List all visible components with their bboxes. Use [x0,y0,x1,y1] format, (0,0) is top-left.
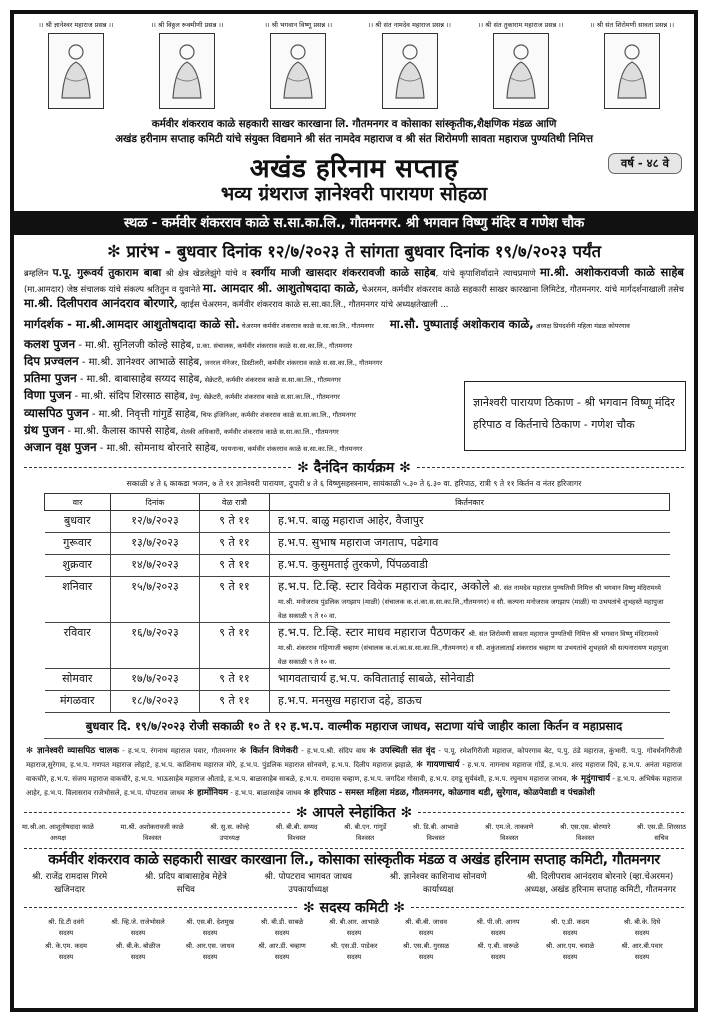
officer-name: श्री. ज्ञानेश्वर काशिनाथ सोनवणे [389,872,487,883]
blessing-text: , यांचे कृपाशिर्वादाने त्याचप्रमाणे [435,268,541,278]
blessing-name: मा. आमदार श्री. आशुतोषदादा काळे, [202,280,359,295]
officer-name: श्री. पोपटराव भागवत जाधव [264,872,353,883]
daily-program-heading [14,457,694,477]
deity-caption: ।। श्री संत नामदेव महाराज प्रसन्न ।। [368,21,451,29]
officer-role: अध्यक्ष, अखंड हरिनाम सप्ताह कमिटी, गौतमनगर [524,885,676,896]
member [30,941,102,963]
schedule-row [45,691,670,713]
member-role: सदस्य [418,929,434,938]
credit-label: ✻ मृदुंगाचार्य [570,774,611,785]
invitee [276,822,318,844]
pujan-name: - मा.श्री. कैलास कापसे साहेब, [64,425,179,437]
guide-role-2: अध्यक्ष प्रियदर्शनी महिला मंडळ कोपरगाव [533,321,630,330]
schedule-day: सोमवार [45,669,111,691]
namdev-portrait-icon [382,33,438,109]
member [102,941,174,963]
guide-role: चेअरमन कर्मवीर शंकरराव काळे स.सा.का.लि., गौतमनगर [239,321,374,330]
member-name: श्री. एस.बी. गुरसळ [402,942,450,951]
pujan-name: - मा.श्री. सुनिलजी कोल्हे साहेब, [75,339,195,351]
schedule-row [45,669,670,691]
deity-item [244,20,352,109]
tukaram-portrait-icon [493,33,549,109]
pujan-name: - मा.श्री. निवृत्ती गांगुर्डे साहेब, [88,408,199,420]
schedule-row [45,623,670,669]
deity-item [578,20,686,109]
blessing-name: प.पू. गुरूवर्य तुकाराम बाबा [52,267,162,279]
invitee-role: विश्वस्त [426,834,445,843]
member [174,917,246,939]
member-name: श्री. एस.बी. देशमुख [186,918,234,927]
schedule-row [45,555,670,577]
schedule-date: १८/७/२०२३ [111,691,200,713]
savata-portrait-icon [604,33,660,109]
deity-caption: ।। श्री भगवान विष्णू प्रसन्न ।। [264,21,333,29]
invitee-name: श्री. एस.एस. बोरणारे [559,823,611,832]
invitee-role: उपाध्यक्ष [219,834,240,843]
member-name: श्री. एस.डी. पाडेकर [330,942,378,951]
pujan-role: डेप्यु. सेक्रेटरी, कर्मवीर शंकरराव काळे स.सा.का.लि., गौतमनगर [187,393,340,402]
member-name: श्री. आर.डी. चव्हाण [258,942,306,951]
member [606,917,678,939]
invitee [210,822,249,844]
closing-kirtan-line: बुधवार दि. १९/७/२०२३ रोजी सकाळी १० ते १२ ह.भ.प. वाल्मीक महाराज जाधव, सटाणा यांचे जाहीर काला किर्तन व महाप्रसाद [44,713,664,739]
member [318,917,390,939]
start-end-dates: ✻ प्रारंभ - बुधवार दिनांक १२/७/२०२३ ते सांगता बुधवार दिनांक १९/७/२०२३ पर्यंत [106,242,602,261]
member [30,917,102,939]
schedule-table [44,493,670,713]
poster [10,10,698,1012]
officer [524,871,676,897]
header-date: दिनांक [111,494,200,511]
mahapuja-note: श्री. संत शिरोमणी सावता महाराज पुण्यतिथी निमित्त श्री भगवान विष्णु मंदिरामध्ये मा.श्री. शंकरराव गहिणाजी चव्हाण (संचालक क.शं.का.स.सा.का.लि.,गौतमनगर) व सौ. शकुंतलाताई शंकरराव चव्हाण या उभयतांचे शुभहस्ते श्री सत्यनारायण महापुजा वेळ सकाळी ९ ते १० वा. [278,630,669,667]
members-list [14,917,694,963]
invitee-name: श्री. बी.बी. सय्यद [275,823,318,832]
invitee-role: अध्यक्ष [49,834,67,843]
member-role: सदस्य [202,953,218,962]
member [534,941,606,963]
member [174,941,246,963]
guide-line [14,314,694,337]
member-name: श्री. डि.टी दवंगे [48,918,84,927]
pujan-role: चिफ इंजिनिअर, कर्मवीर शंकरराव काळे स.सा.का.लि., गौतमनगर [198,410,356,419]
invitee [637,822,686,844]
kirtankar-name: भागवताचार्य ह.भ.प. कविताताई साबळे, सोनेवाडी [278,672,475,686]
officer [390,871,487,897]
pujan-role: प्र.का. संचालक, कर्मवीर शंकरराव काळे स.सा.का.लि., गौतमनगर [194,341,353,350]
schedule-day: गुरूवार [45,533,111,555]
title-row [14,149,694,184]
blessing-paragraph [14,263,694,314]
mahapuja-note: श्री. संत नामदेव महाराज पुण्यतिथी निमित्त श्री भगवान विष्णु मंदिरामध्ये मा.श्री. मनोजराव पुंडलिक जगझाप (माळी) (संचालक क.शं.का.स.सा.का.लि.,गौतमनगर) व सौ. कल्पना मनोजराव जगझाप (माळी) या उभयतांचे शुभहस्ते महापुजा वेळ सकाळी ९ ते १० वा. [278,584,664,621]
officer-name: श्री. दिलीपराव आनंदराव बोरनारे (व्हा.चेअरमन) [527,872,674,883]
officer [145,871,227,897]
vitthal-rukmini-portrait-icon [159,33,215,109]
invitee-role: विश्वस्त [356,834,375,843]
pujan-label: दिप प्रज्वलन [24,353,79,368]
pujan-name: - मा.श्री. बाबासाहेब सय्यद साहेब, [76,374,203,386]
deity-item [22,20,130,109]
officer-role: खजिनदार [54,885,85,896]
schedule-header-row [45,494,670,511]
place-box [464,381,686,451]
member [462,941,534,963]
invitee [344,822,386,844]
member-name: श्री. आर.एस. जाधव [185,942,235,951]
member-role: सदस्य [562,953,578,962]
member [246,917,318,939]
schedule-date: १७/७/२०२३ [111,669,200,691]
member-name: श्री. ए.डी. कदम [550,918,590,927]
member [606,941,678,963]
member-name: श्री. व्हि.जे. राजेभोसले [111,918,165,927]
schedule-date: १२/७/२०२३ [111,511,200,533]
schedule-kirtankar-cell [270,511,670,533]
schedule-day: शनिवार [45,577,111,623]
credit-text: - ह.भ.प. बाळासाहेब जाधव [228,789,304,798]
member [390,917,462,939]
blessing-text: ब्रम्हलिन [24,268,53,278]
credit-text: - ह.भ.प. अभिषेक महाराज आहेर, ह.भ.प. विलासराव राजेभोसले, ह.भ.प. पोपटराव जाधव [26,775,682,798]
schedule-time: ९ ते ११ [200,669,270,691]
vishnu-portrait-icon [270,33,326,109]
credit-text: - प.पू. रमेशगिरीजी महाराज, कोपरगाव बेट, प.पु. ठंडे महाराज, कुंभारी. प.पु. गोवर्धनगिरीजी महाराज,सुरेगाव, ह.भ.प. गणपत महाराज लोहाटे, ह.भ.प. काशिनाथ महाराज मोरे, ह.भ.प. पुंडलिक महाराज सोनवणे, ह.भ.प. दिलीप महाराज झहाळे, [26,747,682,770]
schedule-date: १३/७/२०२३ [111,533,200,555]
pujan-row [24,354,684,371]
invitee-role: सचिव [654,834,669,843]
invitee-role: विश्वस्त [143,834,162,843]
schedule-day: मंगळवार [45,691,111,713]
dashed-divider [24,812,290,813]
schedule-date: १५/७/२०२३ [111,577,200,623]
member-name: श्री. ए.बी. वारूळे [477,942,519,951]
schedule-kirtankar-cell [270,533,670,555]
schedule-time: ९ ते ११ [200,577,270,623]
schedule-row [45,511,670,533]
schedule-kirtankar-cell [270,669,670,691]
schedule-time: ९ ते ११ [200,555,270,577]
pujan-name: - मा.श्री. सोमनाथ बोरनारे साहेब, [96,443,219,454]
invitee-role: विश्वस्त [287,834,306,843]
pujan-label: अजान वृक्ष पुजन [24,440,97,454]
kirtankar-name: ह.भ.प. कुसुमताई तुरकणे, पिंपळवाडी [278,558,428,572]
invitee [22,822,94,844]
schedule-kirtankar-cell [270,555,670,577]
officer [32,871,107,897]
schedule-kirtankar-cell [270,577,670,623]
invitee-name: मा.श्री.आ. आशुतोषदादा काळे [22,823,94,832]
member-name: श्री. बी.बी. जाधव [404,918,448,927]
member-role: सदस्य [490,953,506,962]
blessing-text: श्री क्षेत्र खेडलेझुंगे यांचे व [161,268,251,278]
pujan-role: सेक्रेटरी, कर्मवीर शंकरराव काळे स.सा.का.लि., गौतमनगर [202,376,341,385]
member-role: सदस्य [346,953,362,962]
member-role: सदस्य [562,929,578,938]
pujan-name: - मा.श्री. संदिप शिरसाठ साहेब, [71,391,188,403]
credit-label: ✻ उपस्थिती संत वृंद [369,746,436,757]
schedule-date: १६/७/२०२३ [111,623,200,669]
kirtan-place: हरिपाठ व किर्तनाचे ठिकाण - गणेश चौक [473,417,635,431]
invitees-heading [14,802,694,822]
pujan-role: जनरल मॅनेजर, डिस्टीलरी, कर्मवीर शंकरराव काळे स.सा.का.लि., गौतमनगर [202,358,383,367]
officer-role: कार्याध्यक्ष [423,885,454,896]
invitees-title: ✻ आपले स्नेहांकित ✻ [295,804,413,821]
schedule-day: शुक्रवार [45,555,111,577]
officer-name: श्री. प्रदिप बाबासाहेब मेहेत्रे [144,872,227,883]
deity-caption: ।। श्री संत शिरोमणी सावता प्रसन्न ।। [589,21,675,29]
schedule-kirtankar-cell [270,623,670,669]
header-kirtankar: किर्तनकार [270,494,670,511]
deity-item [467,20,575,109]
pujan-role: शेतकी अधिकारी, कर्मवीर शंकरराव काळे स.सा.का.लि., गौतमनगर [178,427,339,436]
member-role: सदस्य [58,929,74,938]
member-role: सदस्य [490,929,506,938]
member [102,917,174,939]
dashed-divider [24,467,291,468]
schedule-time: ९ ते ११ [200,623,270,669]
member-role: सदस्य [130,953,146,962]
member-role: सदस्य [634,953,650,962]
credit-text: - ह.भ.प.श्री. संदिप वाघ [298,747,370,756]
schedule-day: रविवार [45,623,111,669]
member-role: सदस्य [58,953,74,962]
poster-subtitle: भव्य ग्रंथराज ज्ञानेश्वरी पारायण सोहळा [220,183,488,205]
invitee [485,822,533,844]
schedule-time: ९ ते ११ [200,533,270,555]
schedule-time: ९ ते ११ [200,511,270,533]
invitee [413,822,459,844]
officer-role: सचिव [176,885,195,896]
credits-paragraph [14,739,694,802]
member-role: सदस्य [346,929,362,938]
member-name: श्री. आर.बी.पवार [621,942,663,951]
member-name: श्री. बी.के. दिघे [623,918,661,927]
pujan-row [24,337,684,354]
dashed-divider [411,907,684,908]
schedule-day: बुधवार [45,511,111,533]
blessing-text: व्हाईस चेअरमन, कर्मवीर शंकरराव काळे स.सा.का.लि., गौतमनगर यांचे अध्यक्षतेखाली ... [178,299,449,310]
invitee-name: श्री. बी.एन. गांगुर्डे [343,823,387,832]
pujan-role: फायनान्स, कर्मवीर शंकरराव काळे स.सा.का.लि., गौतमनगर [218,445,363,453]
member-name: श्री. पी.जी. आनप [476,918,520,927]
credit-label: ✻ गायणाचार्य [415,760,460,771]
schedule-row [45,533,670,555]
daily-timings: सकाळी ४ ते ६ काकडा भजन, ७ ते ११ ज्ञानेश्वरी पारायण, दुपारी ४ ते ६ विष्णुसहस्त्रनाम, सायंकाळी ५.३० ते ६.३० वा. हरिपाठ, रात्री ९ ते ११ किर्तन व नंतर हरिजागर [126,479,582,489]
pujan-label: प्रतिमा पुजन [24,371,77,386]
dnyaneshwar-portrait-icon [48,33,104,109]
invitee-name: श्री. डि.बी. आभाळे [412,823,459,832]
venue-bar: स्थळ - कर्मवीर शंकरराव काळे स.सा.का.लि., गौतमनगर. श्री भगवान विष्णु मंदिर व गणेश चौक [10,211,698,235]
members-heading [14,897,694,917]
invitee-role: विश्वस्त [500,834,519,843]
year-badge: वर्ष - ४८ वे [608,153,682,174]
schedule-kirtankar-cell [270,691,670,713]
parayan-place: ज्ञानेश्वरी पारायण ठिकाण - श्री भगवान विष्णू मंदिर [473,395,675,409]
deity-item [356,20,464,109]
credit-label: ✻ हरिपाठ - समस्त महिला मंडळ, गौतमनगर, कोळगाव थडी, सुरेगाव, कोळपेवाडी व पंचक्रोशी [303,788,595,799]
officer-role: उपकार्याध्यक्ष [288,885,329,896]
kirtankar-name: ह.भ.प. टि.व्हि. स्टार माधव महाराज पैठणकर [278,625,465,640]
poster-title: अखंड हरिनाम सप्ताह [249,154,459,184]
pujan-list [14,337,694,457]
pujan-label: व्यासपिठ पुजन [24,405,89,420]
guide-name: मार्गदर्शक - मा.श्री.आमदार आशुतोषदादा काळे सो. [24,316,240,331]
dashed-divider [418,812,684,813]
blessing-name: स्वर्गीय माजी खासदार शंकररावजी काळे साहेब [250,267,436,279]
pujan-label: ग्रंथ पुजन [24,422,65,437]
officers-list [14,871,694,897]
deity-caption: ।। श्री विठ्ठल रूक्मीणी प्रसन्न ।। [150,21,224,29]
deity-caption: ।। श्री संत तुकाराम महाराज प्रसन्न ।। [478,21,564,29]
blessing-text: चेअरमन, कर्मवीर शंकरराव काळे सहकारी साखर कारखाना लिमिटेड, गौतमनगर. यांचे मार्गदर्शनाखाली तसेच [358,283,684,294]
officer-name: श्री. राजेंद्र रामदास गिरमे [32,872,108,883]
member-name: श्री. बी.डी. साबळे [260,918,304,927]
invitee-name: मा.श्री. अशोकरावजी काळे [120,823,184,832]
invitee-name: श्री. एम.जे. ताकवणे [485,823,534,832]
member [318,941,390,963]
deity-caption: ।। श्री ज्ञानेश्वर महाराज प्रसन्न ।। [38,21,114,29]
pujan-name: - मा.श्री. ज्ञानेश्वर आभाळे साहेब, [78,356,203,368]
member-name: श्री. बी.आर. आभाळे [329,918,379,927]
credit-label: ✻ किर्तन विणेकरी [239,746,298,757]
member-role: सदस्य [418,953,434,962]
member-role: सदस्य [274,953,290,962]
blessing-text: (मा.आमदार) जेष्ठ संचालक यांचे संकल्प श्रतितुन व युवानेते [24,283,203,294]
pujan-label: विणा पुजन [24,388,72,403]
invitee-role: विश्वस्त [575,834,595,843]
credit-label: ✻ हार्मोनियम [187,788,229,799]
schedule-time: ९ ते ११ [200,691,270,713]
member-name: श्री. बी.के. बोळीज [115,942,161,951]
invitee [121,822,184,844]
member-role: सदस्य [634,929,650,938]
credit-label: ✻ ज्ञानेश्वरी व्यासपिठ चालक [26,746,120,757]
header-time: वेळ रात्रौ [200,494,270,511]
credit-text: - ह.भ.प. रंगनाथ महाराज पवार, गौतमनगर [119,747,240,756]
officer [265,871,353,897]
invitee-name: श्री. एस.डी. शिरसाठ [636,823,686,832]
member [534,917,606,939]
kirtankar-name: ह.भ.प. सुभाष महाराज जगताप, पढेगाव [278,536,439,550]
guide-name-2: मा.सौ. पुष्पाताई अशोकराव काळे, [389,316,534,331]
member [246,941,318,963]
pujan-label: कलश पुजन [24,336,76,351]
schedule-date: १४/७/२०२३ [111,555,200,577]
members-title: ✻ सदस्य कमिटी ✻ [303,899,405,916]
header-day: वार [45,494,111,511]
invitee-name: श्री. सु.स. कोल्हे [210,823,250,832]
blessing-name: मा.श्री. अशोकरावजी काळे साहेब [540,265,684,279]
member-name: श्री. आर.एम. चवाळे [545,942,595,951]
dashed-divider [417,467,684,468]
member-role: सदस्य [130,929,146,938]
blessing-name: मा.श्री. दिलीपराव आनंदराव बोरणारे, [24,296,179,311]
invitee [560,822,610,844]
organizer-line-2: अखंड हरीनाम सप्ताह कमिटी यांचे संयुक्त विद्यमाने श्री संत नामदेव महाराज व श्री संत शिरोमणी सावता महाराज पुण्यतिथी निमित्त [115,133,593,145]
member-name: श्री. के.एम. कदम [44,942,88,951]
daily-program-title: ✻ दैनंदिन कार्यक्रम ✻ [297,459,411,476]
committee-organization: कर्मवीर शंकरराव काळे सहकारी साखर कारखाना लि., कोसाका सांस्कृतीक मंडळ व अखंड हरिनाम सप्ताह कमिटी, गौतमनगर [48,852,660,869]
organizer-line-1: कर्मवीर शंकरराव काळे सहकारी साखर कारखाना लि. गौतमनगर व कोसाका सांस्कृतीक,शैक्षणिक मंडळ आणि [151,118,557,130]
credit-text: - ह.भ.प. नागनाथ महाराज गोर्डे, ह.भ.प. शरद महाराज दिघे, ह.भ.प. अनंता महाराज वाकचौरे, ह.भ.प. संजय महाराज वाकचौरे, ह.भ.प. भाऊसाहेब महाराज औताडे, ह.भ.प. बाळासाहेब साबळे, ह.भ.प. रामदास चव्हाण, ह.भ.प. जगदिश गोसावी, ह.भ.प. दगडू सुर्यवंशी, ह.भ.प. रघुनाथ महाराज जाधव, [26,761,682,784]
deity-row [14,14,694,109]
member-role: सदस्य [202,929,218,938]
member [462,917,534,939]
kirtankar-name: ह.भ.प. बाळु महाराज आहेर, वैजापुर [278,514,424,528]
deity-item [133,20,241,109]
kirtankar-name: ह.भ.प. मनसुख महाराज दहे, डाऊच [278,694,422,708]
member-role: सदस्य [274,929,290,938]
dashed-divider [24,907,297,908]
member [390,941,462,963]
schedule-row [45,577,670,623]
invitees-list [14,822,694,844]
kirtankar-name: ह.भ.प. टि.व्हि. स्टार विवेक महाराज केदार, अकोले [278,579,490,594]
